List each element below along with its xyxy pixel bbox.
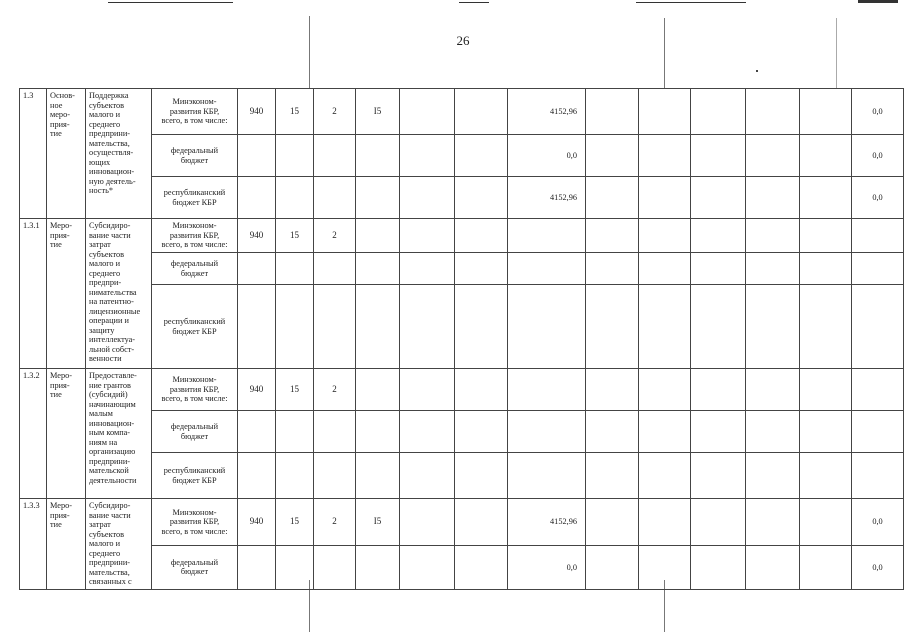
empty-cell bbox=[455, 411, 508, 453]
empty-cell bbox=[800, 135, 852, 177]
margin-line-right bbox=[836, 18, 837, 88]
empty-cell bbox=[800, 411, 852, 453]
grbs-code bbox=[238, 135, 276, 177]
empty-cell bbox=[691, 89, 746, 135]
empty-cell bbox=[455, 499, 508, 546]
empty-cell bbox=[691, 411, 746, 453]
empty-cell bbox=[455, 89, 508, 135]
table-row bbox=[20, 499, 904, 546]
empty-cell bbox=[746, 219, 800, 253]
last-column-amount bbox=[852, 411, 904, 453]
empty-cell bbox=[586, 89, 639, 135]
total-amount: 4152,96 bbox=[508, 89, 586, 135]
pr-code bbox=[314, 285, 356, 369]
empty-cell bbox=[586, 499, 639, 546]
empty-cell bbox=[639, 253, 691, 285]
empty-cell bbox=[746, 253, 800, 285]
last-column-amount bbox=[852, 453, 904, 499]
table-row bbox=[20, 177, 904, 219]
empty-cell bbox=[455, 135, 508, 177]
total-amount bbox=[508, 369, 586, 411]
empty-cell bbox=[746, 89, 800, 135]
funding-source: Минэконом- развития КБР, всего, в том числе: bbox=[152, 499, 238, 546]
empty-cell bbox=[746, 411, 800, 453]
cs-code bbox=[356, 285, 400, 369]
empty-cell bbox=[746, 546, 800, 589]
last-column-amount: 0,0 bbox=[852, 135, 904, 177]
empty-cell bbox=[800, 369, 852, 411]
total-amount bbox=[508, 411, 586, 453]
empty-cell bbox=[691, 253, 746, 285]
empty-cell bbox=[455, 219, 508, 253]
pr-code bbox=[314, 177, 356, 219]
rz-code: 15 bbox=[276, 369, 314, 411]
empty-cell bbox=[586, 285, 639, 369]
table-row bbox=[20, 135, 904, 177]
grbs-code bbox=[238, 285, 276, 369]
funding-source: Минэконом- развития КБР, всего, в том числе: bbox=[152, 219, 238, 253]
item-code: 1.3.1 bbox=[20, 219, 47, 369]
funding-source: республиканский бюджет КБР bbox=[152, 285, 238, 369]
empty-cell bbox=[800, 89, 852, 135]
empty-cell bbox=[639, 285, 691, 369]
top-rule-right bbox=[636, 2, 746, 3]
grbs-code bbox=[238, 411, 276, 453]
top-rule-left bbox=[108, 2, 233, 3]
empty-cell bbox=[455, 546, 508, 589]
empty-cell bbox=[400, 285, 455, 369]
last-column-amount bbox=[852, 369, 904, 411]
empty-cell bbox=[800, 453, 852, 499]
empty-cell bbox=[400, 177, 455, 219]
grbs-code: 940 bbox=[238, 499, 276, 546]
rz-code: 15 bbox=[276, 89, 314, 135]
empty-cell bbox=[400, 89, 455, 135]
funding-source: Минэконом- развития КБР, всего, в том числе: bbox=[152, 369, 238, 411]
cs-code bbox=[356, 369, 400, 411]
empty-cell bbox=[400, 453, 455, 499]
cs-code bbox=[356, 177, 400, 219]
table-row bbox=[20, 253, 904, 285]
empty-cell bbox=[800, 219, 852, 253]
table-row bbox=[20, 453, 904, 499]
cs-code bbox=[356, 219, 400, 253]
empty-cell bbox=[400, 411, 455, 453]
item-name: Поддержка субъектов малого и среднего предприни- мательства, осуществля- ющих инновацион- ную деятель- ность* bbox=[86, 89, 152, 219]
empty-cell bbox=[800, 177, 852, 219]
top-rule-corner bbox=[858, 0, 898, 3]
cs-code: I5 bbox=[356, 499, 400, 546]
cs-code bbox=[356, 546, 400, 589]
empty-cell bbox=[691, 369, 746, 411]
item-code: 1.3.2 bbox=[20, 369, 47, 499]
empty-cell bbox=[691, 177, 746, 219]
rz-code: 15 bbox=[276, 219, 314, 253]
fold-line-right bbox=[664, 18, 665, 88]
empty-cell bbox=[639, 546, 691, 589]
item-code: 1.3.3 bbox=[20, 499, 47, 590]
budget-table bbox=[19, 88, 904, 590]
empty-cell bbox=[746, 285, 800, 369]
grbs-code bbox=[238, 177, 276, 219]
empty-cell bbox=[455, 253, 508, 285]
item-type: Меро- прия- тие bbox=[47, 499, 86, 590]
funding-source: Минэконом- развития КБР, всего, в том числе: bbox=[152, 89, 238, 135]
total-amount bbox=[508, 285, 586, 369]
funding-source: федеральный бюджет bbox=[152, 546, 238, 589]
empty-cell bbox=[746, 499, 800, 546]
rz-code bbox=[276, 453, 314, 499]
table-row bbox=[20, 285, 904, 369]
empty-cell bbox=[455, 369, 508, 411]
empty-cell bbox=[400, 369, 455, 411]
empty-cell bbox=[586, 546, 639, 589]
pr-code bbox=[314, 135, 356, 177]
empty-cell bbox=[639, 89, 691, 135]
empty-cell bbox=[691, 135, 746, 177]
empty-cell bbox=[639, 177, 691, 219]
page-number: 26 bbox=[456, 33, 470, 48]
empty-cell bbox=[746, 369, 800, 411]
rz-code bbox=[276, 253, 314, 285]
rz-code bbox=[276, 411, 314, 453]
last-column-amount bbox=[852, 253, 904, 285]
empty-cell bbox=[455, 453, 508, 499]
empty-cell bbox=[691, 219, 746, 253]
item-name: Предоставле- ние грантов (субсидий) начинающим малым инновацион- ным компа- ниям на организацию предприни- мательской деятельности bbox=[86, 369, 152, 499]
item-name: Субсидиро- вание части затрат субъектов малого и среднего предприни- мательства, связанных с bbox=[86, 499, 152, 590]
cs-code bbox=[356, 411, 400, 453]
grbs-code: 940 bbox=[238, 219, 276, 253]
cs-code bbox=[356, 253, 400, 285]
empty-cell bbox=[586, 219, 639, 253]
empty-cell bbox=[400, 499, 455, 546]
empty-cell bbox=[746, 177, 800, 219]
empty-cell bbox=[800, 546, 852, 589]
grbs-code: 940 bbox=[238, 369, 276, 411]
last-column-amount bbox=[852, 285, 904, 369]
empty-cell bbox=[800, 253, 852, 285]
empty-cell bbox=[639, 453, 691, 499]
empty-cell bbox=[639, 499, 691, 546]
grbs-code: 940 bbox=[238, 89, 276, 135]
pr-code: 2 bbox=[314, 89, 356, 135]
cs-code: I5 bbox=[356, 89, 400, 135]
funding-source: федеральный бюджет bbox=[152, 135, 238, 177]
funding-source: федеральный бюджет bbox=[152, 411, 238, 453]
funding-source: республиканский бюджет КБР bbox=[152, 453, 238, 499]
item-type: Меро- прия- тие bbox=[47, 369, 86, 499]
total-amount: 0,0 bbox=[508, 135, 586, 177]
item-type: Основ- ное меро- прия- тие bbox=[47, 89, 86, 219]
empty-cell bbox=[800, 499, 852, 546]
empty-cell bbox=[586, 253, 639, 285]
cs-code bbox=[356, 453, 400, 499]
empty-cell bbox=[691, 546, 746, 589]
rz-code: 15 bbox=[276, 499, 314, 546]
empty-cell bbox=[639, 135, 691, 177]
funding-source: федеральный бюджет bbox=[152, 253, 238, 285]
last-column-amount: 0,0 bbox=[852, 499, 904, 546]
empty-cell bbox=[586, 135, 639, 177]
fold-line-left bbox=[309, 16, 310, 88]
cs-code bbox=[356, 135, 400, 177]
pr-code bbox=[314, 453, 356, 499]
last-column-amount: 0,0 bbox=[852, 546, 904, 589]
scan-dot bbox=[756, 70, 758, 72]
empty-cell bbox=[455, 285, 508, 369]
pr-code bbox=[314, 253, 356, 285]
empty-cell bbox=[639, 411, 691, 453]
empty-cell bbox=[400, 546, 455, 589]
total-amount: 4152,96 bbox=[508, 499, 586, 546]
table-row bbox=[20, 219, 904, 253]
pr-code: 2 bbox=[314, 369, 356, 411]
pr-code bbox=[314, 546, 356, 589]
total-amount bbox=[508, 253, 586, 285]
grbs-code bbox=[238, 253, 276, 285]
pr-code: 2 bbox=[314, 499, 356, 546]
total-amount: 4152,96 bbox=[508, 177, 586, 219]
empty-cell bbox=[746, 135, 800, 177]
empty-cell bbox=[400, 219, 455, 253]
rz-code bbox=[276, 135, 314, 177]
table-row bbox=[20, 411, 904, 453]
empty-cell bbox=[691, 453, 746, 499]
empty-cell bbox=[746, 453, 800, 499]
empty-cell bbox=[586, 369, 639, 411]
funding-source: республиканский бюджет КБР bbox=[152, 177, 238, 219]
empty-cell bbox=[800, 285, 852, 369]
table-row bbox=[20, 546, 904, 589]
empty-cell bbox=[400, 135, 455, 177]
last-column-amount: 0,0 bbox=[852, 89, 904, 135]
pr-code: 2 bbox=[314, 219, 356, 253]
table-row bbox=[20, 369, 904, 411]
table-row bbox=[20, 89, 904, 135]
total-amount: 0,0 bbox=[508, 546, 586, 589]
item-type: Меро- прия- тие bbox=[47, 219, 86, 369]
empty-cell bbox=[639, 219, 691, 253]
empty-cell bbox=[455, 177, 508, 219]
empty-cell bbox=[586, 411, 639, 453]
grbs-code bbox=[238, 546, 276, 589]
empty-cell bbox=[691, 285, 746, 369]
grbs-code bbox=[238, 453, 276, 499]
pr-code bbox=[314, 411, 356, 453]
total-amount bbox=[508, 453, 586, 499]
empty-cell bbox=[586, 177, 639, 219]
item-code: 1.3 bbox=[20, 89, 47, 219]
top-rule-middle bbox=[459, 2, 489, 3]
total-amount bbox=[508, 219, 586, 253]
rz-code bbox=[276, 177, 314, 219]
last-column-amount bbox=[852, 219, 904, 253]
rz-code bbox=[276, 546, 314, 589]
rz-code bbox=[276, 285, 314, 369]
last-column-amount: 0,0 bbox=[852, 177, 904, 219]
empty-cell bbox=[691, 499, 746, 546]
empty-cell bbox=[586, 453, 639, 499]
empty-cell bbox=[639, 369, 691, 411]
item-name: Субсидиро- вание части затрат субъектов малого и среднего предпри- нимательства на патентно- лицензионные операции и защиту интеллектуа- льной собст- венности bbox=[86, 219, 152, 369]
empty-cell bbox=[400, 253, 455, 285]
